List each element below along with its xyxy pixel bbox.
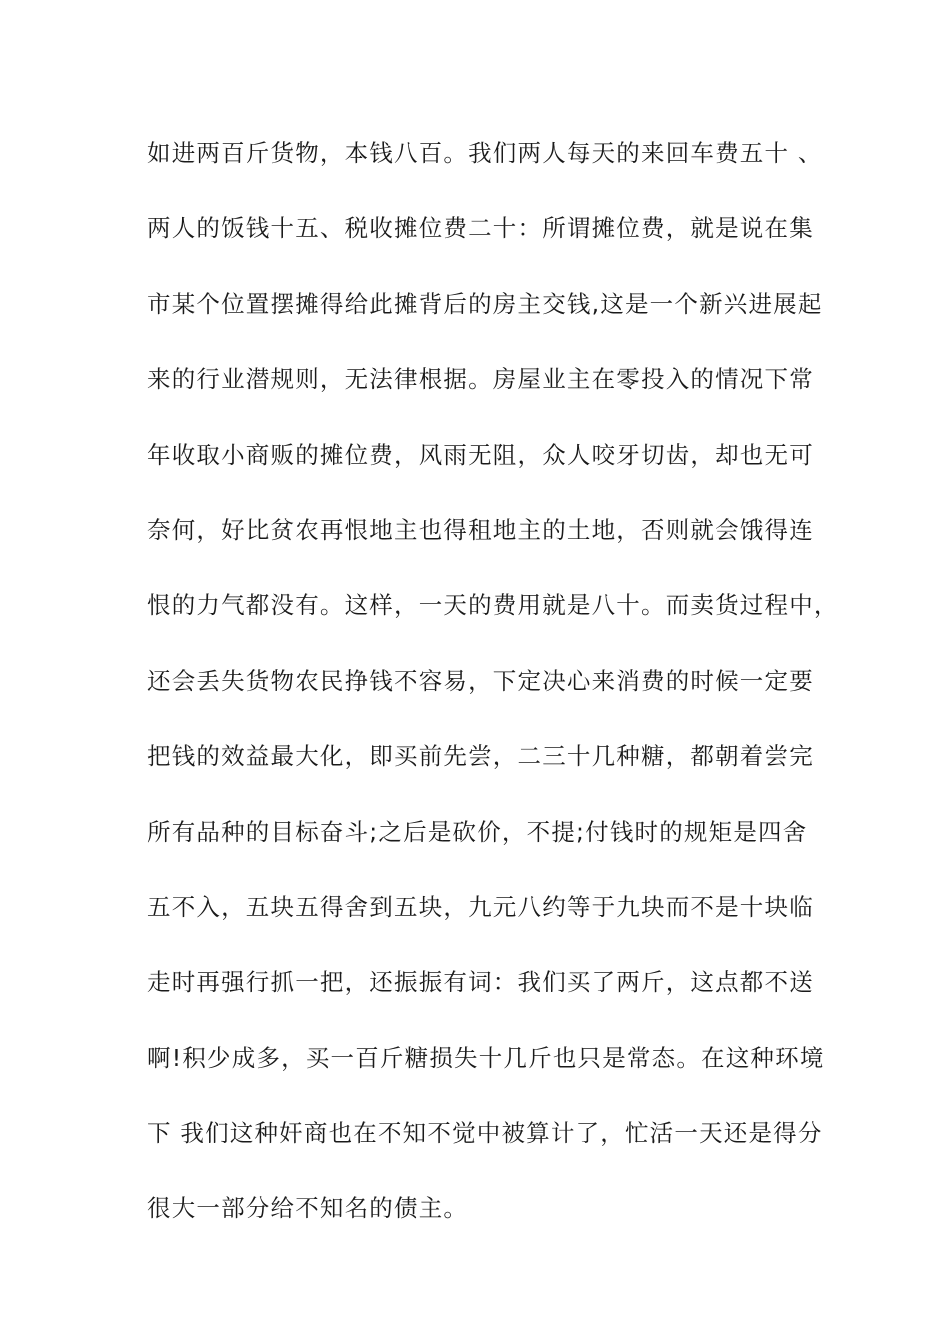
text-line: 恨的力气都没有。这样，一天的费用就是八十。而卖货过程中， xyxy=(147,591,839,620)
text-line: 市某个位置摆摊得给此摊背后的房主交钱,这是一个新兴进展起 xyxy=(147,289,823,318)
text-line: 年收取小商贩的摊位费，风雨无阻，众人咬牙切齿，却也无可 xyxy=(147,440,814,469)
text-line: 所有品种的目标奋斗;之后是砍价，不提;付钱时的规矩是四舍 xyxy=(147,817,808,846)
text-line: 两人的饭钱十五、税收摊位费二十：所谓摊位费，就是说在集 xyxy=(147,214,814,243)
text-line: 五不入，五块五得舍到五块，九元八约等于九块而不是十块临 xyxy=(147,892,814,921)
text-line: 来的行业潜规则，无法律根据。房屋业主在零投入的情况下常 xyxy=(147,365,814,394)
text-line: 如进两百斤货物，本钱八百。我们两人每天的来回车费五十 、 xyxy=(147,139,823,167)
text-line: 还会丢失货物农民挣钱不容易，下定决心来消费的时候一定要 xyxy=(147,666,814,695)
text-line: 下 我们这种奸商也在不知不觉中被算计了，忙活一天还是得分 xyxy=(147,1119,823,1148)
text-line: 走时再强行抓一把，还振振有词：我们买了两斤，这点都不送 xyxy=(147,968,814,997)
text-line: 把钱的效益最大化，即买前先尝，二三十几种糖，都朝着尝完 xyxy=(147,742,814,771)
text-line: 奈何，好比贫农再恨地主也得租地主的土地，否则就会饿得连 xyxy=(147,515,814,544)
text-line: 很大一部分给不知名的债主。 xyxy=(147,1194,469,1223)
body-text xyxy=(147,130,839,1261)
text-line: 啊!积少成多，买一百斤糖损失十几斤也只是常态。在这种环境 xyxy=(147,1043,825,1072)
